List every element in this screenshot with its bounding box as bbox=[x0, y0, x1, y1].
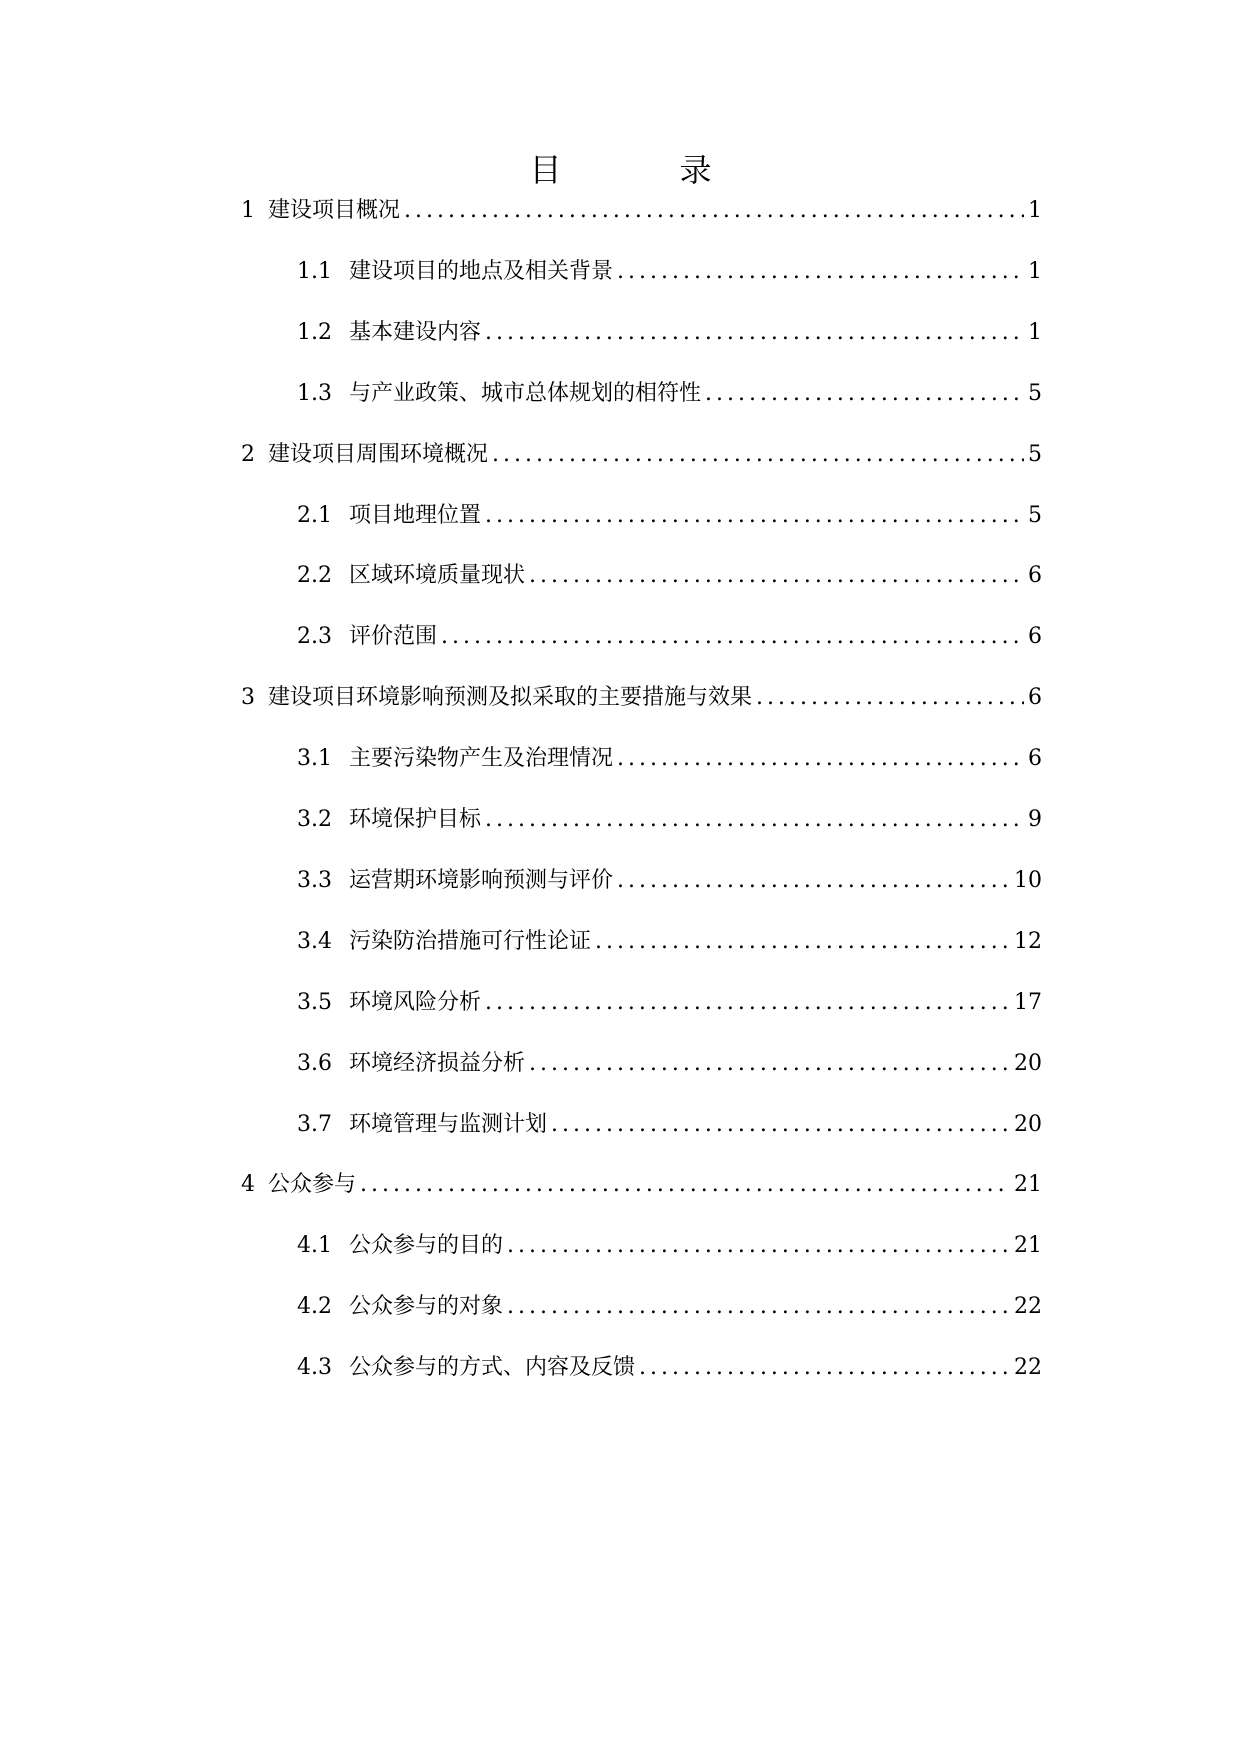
toc-entry-label: 评价范围 bbox=[349, 624, 438, 650]
toc-dot-leader bbox=[705, 377, 1024, 411]
toc-entry-page-number: 6 bbox=[1028, 685, 1042, 711]
toc-entry-page-number: 12 bbox=[1014, 928, 1042, 954]
toc-entry-label: 建设项目周围环境概况 bbox=[268, 441, 489, 467]
toc-dot-leader bbox=[756, 681, 1024, 715]
toc-entry-number: 3.7 bbox=[297, 1111, 332, 1137]
toc-entry-page-number: 6 bbox=[1028, 563, 1042, 589]
toc-entry-page-number: 5 bbox=[1028, 441, 1042, 467]
toc-section-entry[interactable] bbox=[297, 1108, 1042, 1142]
toc-entry-label: 运营期环境影响预测与评价 bbox=[349, 867, 614, 893]
toc-entry-label: 环境管理与监测计划 bbox=[349, 1111, 548, 1137]
toc-section-entry[interactable] bbox=[297, 742, 1042, 776]
toc-entry-page-number: 22 bbox=[1014, 1355, 1042, 1381]
toc-entry-number: 3.5 bbox=[297, 989, 332, 1015]
toc-entry-label: 环境经济损益分析 bbox=[349, 1050, 526, 1076]
toc-entry-label: 环境保护目标 bbox=[349, 807, 482, 832]
toc-entry-number: 3.1 bbox=[297, 746, 332, 772]
toc-dot-leader bbox=[529, 559, 1024, 593]
toc-entry-label: 区域环境质量现状 bbox=[349, 563, 526, 589]
toc-dot-leader bbox=[617, 255, 1024, 289]
toc-dot-leader bbox=[639, 1351, 1010, 1385]
toc-dot-leader bbox=[441, 620, 1024, 654]
toc-section-entry[interactable] bbox=[297, 559, 1042, 593]
toc-dot-leader bbox=[360, 1168, 1010, 1202]
toc-entry-number: 4.1 bbox=[297, 1233, 332, 1259]
toc-entry-label: 主要污染物产生及治理情况 bbox=[349, 746, 614, 772]
toc-entry-number: 2.2 bbox=[297, 563, 332, 589]
toc-entry-page-number: 6 bbox=[1028, 624, 1042, 650]
toc-entry-page-number: 5 bbox=[1028, 502, 1042, 528]
toc-section-entry[interactable] bbox=[297, 864, 1042, 898]
toc-entry-page-number: 20 bbox=[1014, 1111, 1042, 1137]
toc-entry-label: 基本建设内容 bbox=[349, 319, 482, 345]
toc-dot-leader bbox=[617, 742, 1024, 776]
toc-entry-number: 4.2 bbox=[297, 1294, 332, 1320]
toc-dot-leader bbox=[492, 438, 1024, 472]
toc-entry-label: 与产业政策、城市总体规划的相符性 bbox=[349, 380, 702, 406]
toc-dot-leader bbox=[551, 1108, 1010, 1142]
toc-entry-number: 3.6 bbox=[297, 1050, 332, 1076]
toc-entry-label: 建设项目的地点及相关背景 bbox=[349, 258, 614, 284]
toc-entry-page-number: 9 bbox=[1028, 807, 1042, 832]
toc-entry-page-number: 17 bbox=[1014, 989, 1042, 1015]
toc-dot-leader bbox=[529, 1047, 1010, 1081]
toc-section-entry[interactable] bbox=[297, 377, 1042, 411]
toc-entry-number: 3.4 bbox=[297, 928, 332, 954]
toc-section-entry[interactable] bbox=[297, 1229, 1042, 1263]
toc-section-entry[interactable] bbox=[297, 803, 1042, 837]
toc-section-entry[interactable] bbox=[297, 1351, 1042, 1385]
toc-entry-number: 2.1 bbox=[297, 502, 332, 528]
toc-entry-page-number: 1 bbox=[1028, 258, 1042, 284]
toc-entry-label: 污染防治措施可行性论证 bbox=[349, 928, 592, 954]
toc-entry-label: 公众参与 bbox=[268, 1172, 357, 1198]
toc-entry-page-number: 1 bbox=[1028, 198, 1042, 223]
toc-section-entry[interactable] bbox=[297, 499, 1042, 533]
toc-entry-label: 公众参与的对象 bbox=[349, 1294, 504, 1320]
toc-entry-number: 3.2 bbox=[297, 807, 332, 832]
toc-entry-number: 4 bbox=[241, 1172, 255, 1198]
toc-entry-number: 1.1 bbox=[297, 258, 332, 284]
toc-entry-label: 建设项目概况 bbox=[268, 198, 401, 223]
toc-dot-leader bbox=[617, 864, 1010, 898]
toc-chapter-entry[interactable] bbox=[241, 1168, 1042, 1202]
toc-section-entry[interactable] bbox=[297, 620, 1042, 654]
toc-entry-number: 1.3 bbox=[297, 380, 332, 406]
toc-entry-number: 3 bbox=[241, 685, 255, 711]
toc-title-left: 目 bbox=[529, 151, 562, 189]
toc-dot-leader bbox=[485, 803, 1024, 837]
toc-dot-leader bbox=[485, 499, 1024, 533]
toc-entry-page-number: 10 bbox=[1014, 867, 1042, 893]
toc-title bbox=[0, 150, 1241, 190]
toc-dot-leader bbox=[595, 925, 1010, 959]
toc-section-entry[interactable] bbox=[297, 316, 1042, 350]
toc-dot-leader bbox=[485, 316, 1024, 350]
toc-entry-label: 建设项目环境影响预测及拟采取的主要措施与效果 bbox=[268, 685, 753, 711]
toc-section-entry[interactable] bbox=[297, 1047, 1042, 1081]
toc-chapter-entry[interactable] bbox=[241, 438, 1042, 472]
toc-entry-number: 2.3 bbox=[297, 624, 332, 650]
toc-entry-page-number: 1 bbox=[1028, 319, 1042, 345]
toc-section-entry[interactable] bbox=[297, 925, 1042, 959]
toc-entry-number: 2 bbox=[241, 441, 255, 467]
toc-section-entry[interactable] bbox=[297, 255, 1042, 289]
toc-entry-number: 3.3 bbox=[297, 867, 332, 893]
toc-entry-page-number: 22 bbox=[1014, 1294, 1042, 1320]
toc-entry-label: 环境风险分析 bbox=[349, 989, 482, 1015]
toc-entry-page-number: 20 bbox=[1014, 1050, 1042, 1076]
toc-entry-number: 1.2 bbox=[297, 319, 332, 345]
toc-dot-leader bbox=[507, 1229, 1010, 1263]
toc-title-right: 录 bbox=[679, 151, 712, 189]
toc-entry-page-number: 6 bbox=[1028, 746, 1042, 772]
toc-entry-label: 公众参与的方式、内容及反馈 bbox=[349, 1355, 636, 1381]
toc-dot-leader bbox=[404, 194, 1024, 228]
toc-entry-number: 1 bbox=[241, 198, 255, 223]
toc-chapter-entry[interactable] bbox=[241, 194, 1042, 228]
toc-entry-label: 公众参与的目的 bbox=[349, 1233, 504, 1259]
toc-entry-page-number: 5 bbox=[1028, 380, 1042, 406]
toc-dot-leader bbox=[485, 986, 1010, 1020]
toc-entry-number: 4.3 bbox=[297, 1355, 332, 1381]
toc-entry-page-number: 21 bbox=[1014, 1172, 1042, 1198]
toc-chapter-entry[interactable] bbox=[241, 681, 1042, 715]
toc-section-entry[interactable] bbox=[297, 986, 1042, 1020]
toc-section-entry[interactable] bbox=[297, 1290, 1042, 1324]
toc-entry-page-number: 21 bbox=[1014, 1233, 1042, 1259]
toc-entry-label: 项目地理位置 bbox=[349, 502, 482, 528]
toc-dot-leader bbox=[507, 1290, 1010, 1324]
